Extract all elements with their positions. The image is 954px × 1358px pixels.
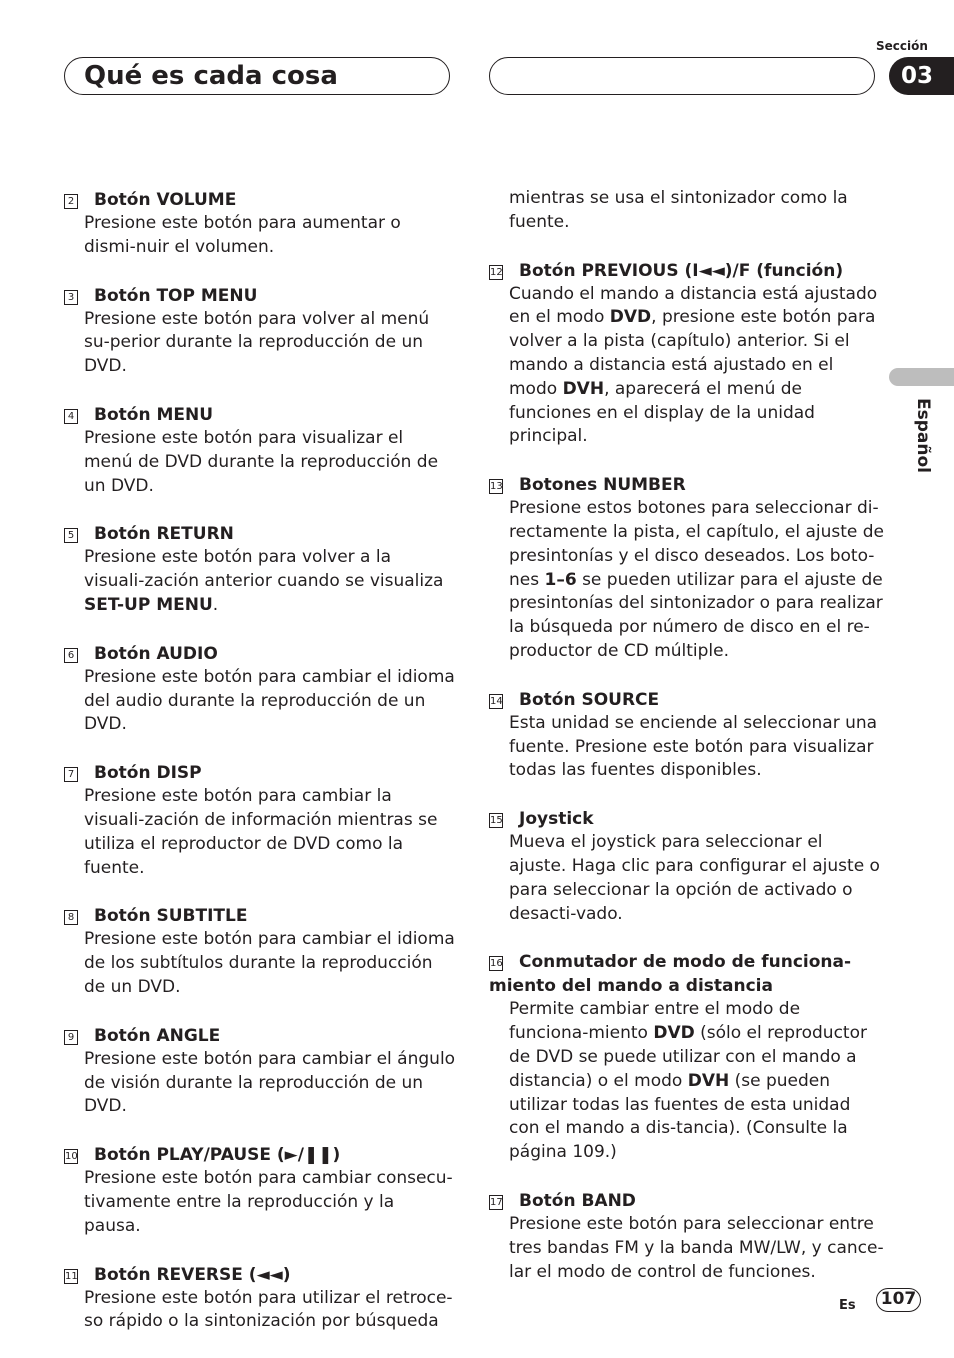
item-body: Presione estos botones para seleccionar di-rectamente la pista, el capítulo, el ajuste de presintonías y el disco deseados. Los boto-nes 1–6 se pueden utilizar para el ajuste de presintonías del sintonizador o para realizar la búsqueda por número de disco en el re-productor de CD múltiple. (509, 498, 885, 661)
item-body: Presione este botón para cambiar el idioma de los subtítulos durante la reproducción de un DVD. (84, 929, 455, 997)
item-title: Botón ANGLE (94, 1025, 221, 1046)
item-body: Presione este botón para volver al menú su-perior durante la reproducción de un DVD. (84, 308, 430, 377)
list-item (489, 1189, 884, 1284)
list-item (64, 188, 456, 260)
item-title: Botón SUBTITLE (94, 906, 248, 927)
list-item (489, 473, 884, 664)
item-body: Presione este botón para utilizar el retroce-so rápido o la sintonización por búsqueda (84, 1287, 453, 1332)
item-number: 8 (64, 910, 78, 925)
item-body: Presione este botón para seleccionar entre tres bandas FM y la banda MW/LW, y cance-lar el modo de control de funciones. (509, 1213, 884, 1282)
item-title: Botón DISP (94, 763, 202, 784)
item-title: Botón REVERSE (◄◄) (94, 1264, 291, 1285)
list-item (64, 284, 456, 379)
left-column (64, 188, 456, 1358)
item-number: 17 (490, 1196, 503, 1208)
item-body: Presione este botón para cambiar el idioma del audio durante la reproducción de un DVD. (84, 666, 455, 735)
item-number: 12 (490, 266, 503, 278)
item-title: Botón BAND (519, 1190, 636, 1211)
item-title: Botón SOURCE (519, 689, 660, 710)
item-title: Botón RETURN (94, 524, 234, 545)
list-item (64, 1024, 456, 1119)
list-item (64, 904, 456, 999)
item-title: Joystick (519, 809, 594, 830)
page-number: 107 (876, 1288, 921, 1312)
list-item (489, 807, 884, 926)
list-item (64, 642, 456, 737)
item-title: Botón VOLUME (94, 190, 237, 210)
item-body: Mueva el joystick para seleccionar el ajuste. Haga clic para configurar el ajuste o para seleccionar la opción de activado o desacti-vado. (509, 832, 880, 924)
item-title: Botón TOP MENU (94, 285, 258, 306)
item-title: Botón MENU (94, 404, 214, 425)
item-number: 4 (64, 409, 78, 424)
item-body: Presione este botón para cambiar el ángulo de visión durante la reproducción de un DVD. (84, 1048, 456, 1117)
item-number: 6 (64, 648, 78, 663)
item-body: Permite cambiar entre el modo de funciona-miento DVD (sólo el reproductor de DVD se puede utilizar con el mando a distancia) o el modo DVH (se pueden utilizar todas las fuentes de esta unidad con el mando a dis-tancia). (Consulte la página 109.) (509, 999, 867, 1163)
title-frame-right (489, 57, 875, 95)
item-number: 11 (65, 1270, 78, 1282)
item-title: Botón AUDIO (94, 643, 218, 664)
list-item (64, 403, 456, 498)
continued-text: mientras se usa el sintonizador como la fuente. (509, 188, 848, 232)
item-number: 5 (64, 528, 78, 543)
right-column (489, 188, 884, 1308)
item-number: 9 (64, 1030, 78, 1045)
list-item (64, 1143, 456, 1238)
list-item (489, 950, 884, 1165)
item-number: 16 (490, 958, 503, 970)
item-body: Cuando el mando a distancia está ajustado en el modo DVD, presione este botón para volver a la pista (capítulo) anterior. Si el mando a distancia está ajustado en el modo DVH, aparecerá el menú de funciones en el display de la unidad principal. (509, 283, 878, 447)
list-item (489, 688, 884, 783)
item-number: 14 (490, 695, 503, 707)
item-body: Presione este botón para visualizar el menú de DVD durante la reproducción de un DVD. (84, 427, 439, 496)
item-body: Presione este botón para cambiar la visuali-zación de información mientras se utiliza el reproductor de DVD como la fuente. (84, 786, 438, 878)
item-body: Presione este botón para volver a la visuali-zación anterior cuando se visualiza SET-UP MENU. (84, 547, 444, 615)
item-number: 10 (65, 1151, 78, 1163)
item-number: 13 (490, 481, 503, 493)
item-body: Presione este botón para aumentar o dismi-nuir el volumen. (84, 213, 401, 257)
item-title: Botones NUMBER (519, 475, 686, 496)
item-number: 7 (64, 767, 78, 782)
item-title: Conmutador de modo de funciona-miento del mando a distancia (489, 952, 852, 997)
list-item (64, 761, 456, 880)
section-number-badge: 03 (889, 57, 954, 95)
item-number: 3 (64, 290, 78, 305)
section-label: Sección (876, 39, 928, 53)
item-body: Presione este botón para cambiar consecu-tivamente entre la reproducción y la pausa. (84, 1168, 453, 1236)
item-number: 2 (64, 194, 78, 209)
list-item (489, 259, 884, 450)
language-label: Español (913, 398, 933, 473)
item-body: Esta unidad se enciende al seleccionar una fuente. Presione este botón para visualizar todas las fuentes disponibles. (509, 712, 878, 781)
page-title: Qué es cada cosa (84, 61, 338, 91)
list-item (64, 1263, 456, 1335)
footer-language-code: Es (839, 1298, 856, 1313)
language-tab (889, 368, 954, 386)
list-item (64, 522, 456, 617)
item-title: Botón PLAY/PAUSE (►/❚❚) (94, 1145, 341, 1166)
item-title: Botón PREVIOUS (I◄◄)/F (función) (519, 260, 844, 281)
item-number: 15 (490, 815, 503, 827)
